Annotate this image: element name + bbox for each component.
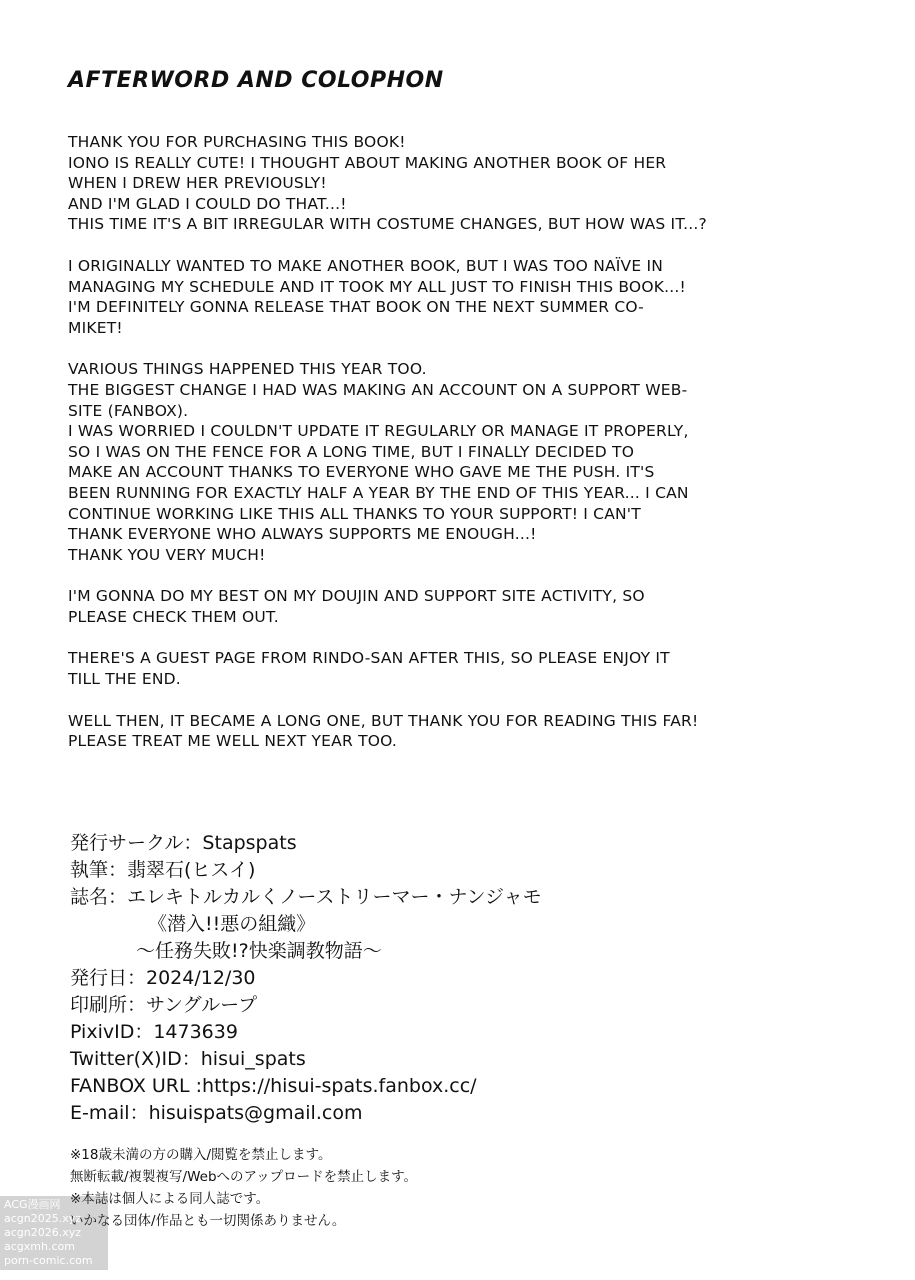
colophon-book-subtitle: 《潜入!!悪の組織》 (148, 913, 316, 935)
watermark-line: ACG漫画网 (4, 1198, 61, 1211)
notice-line: ※本誌は個人による同人誌です。 (70, 1191, 270, 1207)
text-line: THANK YOU FOR PURCHASING THIS BOOK! (68, 133, 406, 151)
text-line: I ORIGINALLY WANTED TO MAKE ANOTHER BOOK, BUT I WAS TOO NAÏVE IN (68, 256, 664, 275)
colophon-date: 発行日：2024/12/30 (70, 967, 256, 989)
watermark-line: acgn2026.xyz (4, 1226, 82, 1239)
colophon-email: E-mail：hisuispats@gmail.com (70, 1102, 363, 1124)
text-line: VARIOUS THINGS HAPPENED THIS YEAR TOO. (68, 360, 427, 379)
text-line: MAKE AN ACCOUNT THANKS TO EVERYONE WHO GAVE ME THE PUSH. IT'S (68, 463, 655, 482)
notices (70, 1144, 830, 1232)
text-line: THANK EVERYONE WHO ALWAYS SUPPORTS ME ENOUGH...! (68, 525, 537, 544)
text-line: TILL THE END. (68, 670, 181, 689)
notice-line: いかなる団体/作品とも一切関係ありません。 (70, 1213, 346, 1229)
colophon-twitter: Twitter(X)ID：hisui_spats (70, 1048, 306, 1070)
text-line: SO I WAS ON THE FENCE FOR A LONG TIME, BUT I FINALLY DECIDED TO (68, 442, 635, 461)
text-line: MANAGING MY SCHEDULE AND IT TOOK MY ALL JUST TO FINISH THIS BOOK...! (68, 277, 686, 296)
notice-line: ※18歳未満の方の購入/閲覧を禁止します。 (70, 1147, 332, 1163)
afterword-text (68, 132, 858, 773)
text-line: CONTINUE WORKING LIKE THIS ALL THANKS TO YOUR SUPPORT! I CAN'T (68, 504, 641, 523)
text-line: MIKET! (68, 318, 123, 337)
watermark-line: porn-comic.com (4, 1254, 93, 1267)
text-line: PLEASE TREAT ME WELL NEXT YEAR TOO. (68, 732, 398, 751)
text-line: SITE (FANBOX). (68, 401, 189, 420)
colophon-circle: 発行サークル：Stapspats (70, 832, 297, 854)
watermark-line: acgxmh.com (4, 1240, 75, 1253)
text-line: THE BIGGEST CHANGE I HAD WAS MAKING AN ACCOUNT ON A SUPPORT WEB- (68, 380, 688, 399)
colophon-book-title: 誌名：エレキトルカルくノーストリーマー・ナンジャモ (70, 886, 542, 908)
paragraph (68, 648, 858, 689)
watermark (0, 1196, 108, 1270)
text-line: THANK YOU VERY MUCH! (68, 545, 266, 564)
text-line: I'M DEFINITELY GONNA RELEASE THAT BOOK ON THE NEXT SUMMER CO- (68, 298, 644, 317)
text-line: PLEASE CHECK THEM OUT. (68, 607, 279, 626)
text-line: THERE'S A GUEST PAGE FROM RINDO-SAN AFTER THIS, SO PLEASE ENJOY IT (68, 649, 670, 668)
colophon-pixiv: PixivID：1473639 (70, 1021, 238, 1043)
paragraph (68, 256, 858, 338)
paragraph (68, 359, 858, 565)
paragraph (68, 711, 858, 752)
colophon-fanbox: FANBOX URL :https://hisui-spats.fanbox.cc/ (70, 1075, 477, 1097)
colophon (70, 830, 830, 1127)
text-line: BEEN RUNNING FOR EXACTLY HALF A YEAR BY THE END OF THIS YEAR... I CAN (68, 483, 689, 502)
notice-line: 無断転載/複製複写/Webへのアップロードを禁止します。 (70, 1169, 418, 1185)
text-line: I'M GONNA DO MY BEST ON MY DOUJIN AND SUPPORT SITE ACTIVITY, SO (68, 587, 645, 606)
text-line: THIS TIME IT'S A BIT IRREGULAR WITH COSTUME CHANGES, BUT HOW WAS IT...? (68, 215, 707, 234)
watermark-line: acgn2025.xyz (4, 1212, 82, 1225)
text-line: AND I'M GLAD I COULD DO THAT...! (68, 194, 347, 213)
page-title: AFTERWORD AND COLOPHON (68, 68, 444, 93)
paragraph (68, 132, 858, 235)
colophon-book-subtitle: 〜任務失敗!?快楽調教物語〜 (136, 940, 382, 962)
text-line: IONO IS REALLY CUTE! I THOUGHT ABOUT MAKING ANOTHER BOOK OF HER (68, 153, 667, 172)
paragraph (68, 586, 858, 627)
colophon-author: 執筆：翡翠石(ヒスイ) (70, 859, 256, 881)
text-line: I WAS WORRIED I COULDN'T UPDATE IT REGULARLY OR MANAGE IT PROPERLY, (68, 422, 689, 441)
colophon-printer: 印刷所：サングループ (70, 994, 258, 1016)
text-line: WHEN I DREW HER PREVIOUSLY! (68, 174, 327, 193)
text-line: WELL THEN, IT BECAME A LONG ONE, BUT THANK YOU FOR READING THIS FAR! (68, 711, 699, 730)
